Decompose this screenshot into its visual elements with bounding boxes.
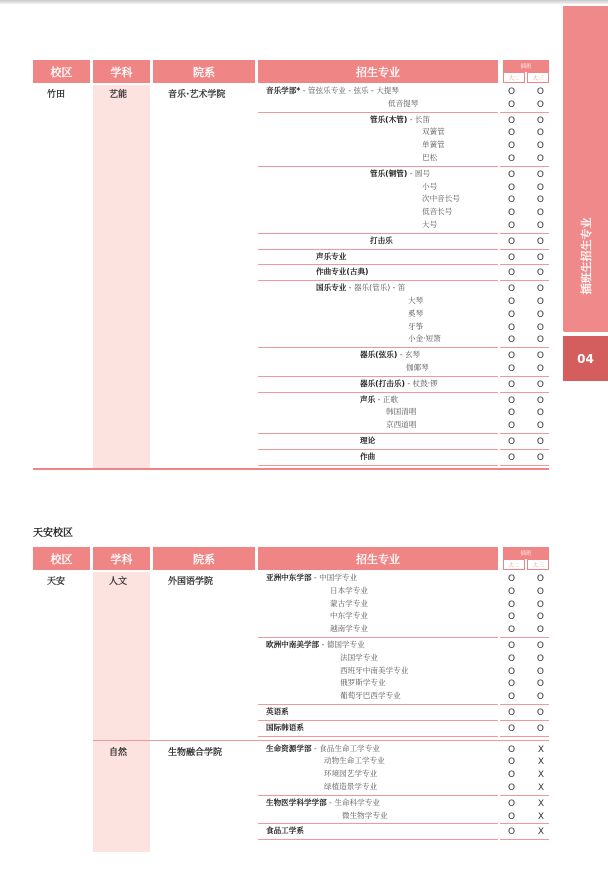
mark-year3: O bbox=[536, 141, 544, 152]
major-group bbox=[258, 394, 498, 434]
field-column-bg bbox=[93, 85, 150, 468]
mark-year3: O bbox=[536, 284, 544, 295]
mark-year3: O bbox=[536, 87, 544, 97]
major-group-head: 食品工学系 bbox=[266, 826, 304, 836]
major-sub-item: 双簧管 bbox=[422, 127, 445, 137]
mark-row bbox=[505, 573, 549, 586]
major-group-head: 欧洲中南美学部 - 德国学专业 bbox=[266, 640, 365, 649]
mark-year3: O bbox=[536, 574, 544, 584]
table-header bbox=[33, 547, 549, 570]
mark-rule bbox=[500, 112, 549, 113]
mark-year2: O bbox=[508, 599, 516, 610]
mark-row bbox=[505, 350, 549, 363]
mark-year3: O bbox=[536, 115, 544, 126]
mark-row bbox=[505, 207, 549, 220]
mark-year3: O bbox=[536, 679, 544, 690]
major-group-head: 器乐(打击乐) - 杖鼓·锣 bbox=[360, 378, 438, 388]
major-group bbox=[258, 722, 498, 737]
mark-rule bbox=[500, 823, 549, 824]
mark-year2: O bbox=[508, 195, 516, 206]
mark-year3: O bbox=[536, 641, 544, 651]
mark-row bbox=[505, 296, 549, 309]
field-column-bg bbox=[93, 572, 150, 852]
mark-row bbox=[505, 611, 549, 624]
major-group bbox=[258, 251, 498, 266]
mark-year3: O bbox=[536, 236, 544, 247]
mark-year2: O bbox=[508, 574, 516, 584]
mark-row bbox=[505, 252, 549, 265]
mark-row bbox=[505, 379, 549, 392]
mark-year2: O bbox=[508, 169, 516, 180]
mark-rule bbox=[500, 637, 549, 638]
section-title: 天安校区 bbox=[33, 528, 73, 539]
mark-year3: O bbox=[536, 395, 544, 406]
mark-rule bbox=[500, 392, 549, 393]
mark-year2: O bbox=[508, 679, 516, 690]
mark-row bbox=[505, 283, 549, 296]
mark-row bbox=[505, 769, 549, 782]
mark-year3: O bbox=[536, 612, 544, 623]
mark-year3: O bbox=[536, 208, 544, 219]
transfer-marks bbox=[505, 283, 549, 347]
mark-year2: O bbox=[508, 284, 516, 295]
campus-cell: 天安 bbox=[47, 577, 66, 587]
mark-year2: O bbox=[508, 757, 516, 768]
mark-year2: O bbox=[508, 296, 516, 307]
mark-year3: X bbox=[537, 757, 544, 768]
transfer-marks bbox=[505, 115, 549, 166]
mark-rule bbox=[500, 249, 549, 250]
major-sub-item: 日本学专业 bbox=[330, 585, 368, 595]
mark-year2: O bbox=[508, 141, 516, 152]
transfer-marks bbox=[505, 236, 549, 249]
mark-row bbox=[505, 756, 549, 769]
major-group bbox=[258, 266, 498, 281]
mark-year2: O bbox=[508, 782, 516, 793]
college-cell: 音乐·艺术学院 bbox=[168, 90, 226, 100]
mark-year2: O bbox=[508, 744, 516, 755]
mark-year2: O bbox=[508, 708, 516, 718]
mark-year2: O bbox=[508, 452, 516, 463]
major-sub-item: 伽倻琴 bbox=[406, 362, 429, 372]
mark-row bbox=[505, 194, 549, 207]
mark-year2: O bbox=[508, 798, 516, 809]
major-sub-item: 法国学专业 bbox=[340, 652, 378, 662]
mark-year3: O bbox=[536, 195, 544, 206]
college-cell-foreign-languages: 外国语学院 bbox=[168, 577, 214, 587]
mark-row bbox=[505, 782, 549, 795]
header-major: 招生专业 bbox=[258, 60, 498, 83]
mark-year2: O bbox=[508, 182, 516, 193]
header-major: 招生专业 bbox=[258, 547, 498, 570]
mark-year2: O bbox=[508, 612, 516, 623]
mark-year2: O bbox=[508, 363, 516, 374]
major-sub-item: 次中音长号 bbox=[422, 194, 460, 204]
mark-year3: O bbox=[536, 666, 544, 677]
transfer-marks bbox=[505, 350, 549, 376]
mark-row bbox=[505, 653, 549, 666]
major-sub-item: 绿植造景学专业 bbox=[324, 781, 378, 791]
major-group bbox=[258, 451, 498, 466]
mark-row bbox=[505, 334, 549, 347]
mark-row bbox=[505, 586, 549, 599]
mark-year3: X bbox=[537, 782, 544, 793]
major-group-head: 生物医学科学学部 - 生命科学专业 bbox=[266, 797, 380, 807]
mark-rule bbox=[500, 233, 549, 234]
transfer-marks bbox=[505, 452, 549, 465]
table-bottom-rule bbox=[33, 468, 549, 470]
mark-year3: O bbox=[536, 296, 544, 307]
mark-year3: O bbox=[536, 322, 544, 333]
transfer-marks bbox=[505, 267, 549, 280]
major-sub-item: 巴松 bbox=[422, 152, 438, 162]
header-transfer: 插班 bbox=[503, 60, 549, 72]
header-college: 院系 bbox=[153, 547, 255, 570]
mark-row bbox=[505, 678, 549, 691]
transfer-marks bbox=[505, 707, 549, 720]
mark-row bbox=[505, 182, 549, 195]
major-sub-item: 中东学专业 bbox=[330, 611, 368, 621]
mark-year2: O bbox=[508, 208, 516, 219]
mark-year3: O bbox=[536, 452, 544, 463]
mark-year3: O bbox=[536, 692, 544, 703]
header-campus: 校区 bbox=[33, 547, 90, 570]
mark-year2: O bbox=[508, 99, 516, 110]
mark-row bbox=[505, 395, 549, 408]
major-group bbox=[258, 85, 498, 113]
mark-rule bbox=[500, 449, 549, 450]
mark-year2: O bbox=[508, 153, 516, 164]
mark-rule bbox=[500, 376, 549, 377]
mark-year3: O bbox=[536, 408, 544, 419]
major-group bbox=[258, 435, 498, 450]
mark-year2: O bbox=[508, 379, 516, 390]
mark-year3: O bbox=[536, 653, 544, 664]
mark-year3: X bbox=[537, 798, 544, 809]
mark-row bbox=[505, 640, 549, 653]
mark-year2: O bbox=[508, 586, 516, 597]
mark-year2: O bbox=[508, 421, 516, 432]
mark-year3: O bbox=[536, 335, 544, 346]
major-group-head: 生命资源学部 - 食品生命工学专业 bbox=[266, 743, 380, 753]
mark-row bbox=[505, 86, 549, 99]
major-group bbox=[258, 378, 498, 393]
major-group-head: 声乐专业 bbox=[316, 251, 347, 261]
mark-row bbox=[505, 220, 549, 233]
mark-year2: O bbox=[508, 723, 516, 734]
major-sub-item: 俄罗斯学专业 bbox=[340, 678, 386, 688]
transfer-marks bbox=[505, 379, 549, 392]
header-field: 学科 bbox=[93, 547, 150, 570]
major-group-head: 英语系 bbox=[266, 707, 289, 716]
campus-cell: 竹田 bbox=[47, 90, 66, 100]
side-tab bbox=[563, 6, 608, 332]
mark-year2: O bbox=[508, 770, 516, 781]
major-group bbox=[258, 706, 498, 721]
major-group bbox=[258, 572, 498, 638]
mark-rule bbox=[500, 433, 549, 434]
major-sub-item: 蒙古学专业 bbox=[330, 598, 368, 608]
mark-rule bbox=[500, 166, 549, 167]
major-group bbox=[258, 825, 498, 840]
mark-row bbox=[505, 599, 549, 612]
transfer-marks bbox=[505, 723, 549, 736]
mark-row bbox=[505, 322, 549, 335]
major-sub-item: 大号 bbox=[422, 219, 438, 229]
mark-year2: O bbox=[508, 666, 516, 677]
major-group bbox=[258, 743, 498, 796]
mark-year2: O bbox=[508, 115, 516, 126]
table-cheonan bbox=[33, 547, 549, 857]
major-sub-item: 奚琴 bbox=[408, 308, 424, 318]
mark-row bbox=[505, 363, 549, 376]
row-separator bbox=[93, 740, 549, 741]
field-cell: 艺能 bbox=[109, 90, 128, 100]
major-group bbox=[258, 349, 498, 377]
major-group-head: 亚洲中东学部 - 中国学专业 bbox=[266, 573, 358, 582]
mark-year2: O bbox=[508, 309, 516, 320]
side-tab-title: 插班生招生专业 bbox=[579, 217, 593, 295]
header-year2: 大二 bbox=[503, 559, 525, 570]
mark-year3: O bbox=[536, 437, 544, 447]
major-group bbox=[258, 797, 498, 825]
major-sub-item: 京西道唱 bbox=[386, 420, 417, 430]
major-group-head: 国际韩语系 bbox=[266, 722, 304, 732]
mark-row bbox=[505, 624, 549, 637]
mark-year3: X bbox=[537, 827, 544, 838]
mark-year2: O bbox=[508, 128, 516, 139]
header-campus: 校区 bbox=[33, 60, 90, 83]
mark-year2: O bbox=[508, 236, 516, 247]
mark-year3: O bbox=[536, 421, 544, 432]
major-group-head: 声乐 - 正歌 bbox=[360, 394, 398, 404]
table-body bbox=[33, 85, 549, 468]
mark-year3: O bbox=[536, 625, 544, 636]
major-group bbox=[258, 282, 498, 348]
major-group-head: 国乐专业 - 器乐(管乐) - 笛 bbox=[316, 283, 406, 293]
mark-row bbox=[505, 169, 549, 182]
mark-rule bbox=[500, 795, 549, 796]
field-cell-humanities: 人文 bbox=[109, 577, 128, 587]
major-sub-item: 小号 bbox=[422, 181, 438, 191]
major-group-head: 打击乐 bbox=[370, 235, 393, 245]
mark-year2: O bbox=[508, 87, 516, 97]
mark-rule bbox=[500, 736, 549, 737]
transfer-marks bbox=[505, 395, 549, 433]
major-group-head: 管乐(木管) - 长笛 bbox=[370, 114, 431, 124]
mark-year2: O bbox=[508, 351, 516, 362]
mark-year2: O bbox=[508, 322, 516, 333]
transfer-marks bbox=[505, 826, 549, 839]
table-header bbox=[33, 60, 549, 83]
mark-row bbox=[505, 420, 549, 433]
transfer-marks bbox=[505, 573, 549, 637]
major-group-head: 器乐(弦乐) - 玄琴 bbox=[360, 350, 421, 360]
mark-year2: O bbox=[508, 811, 516, 822]
mark-rule bbox=[500, 704, 549, 705]
mark-rule bbox=[500, 264, 549, 265]
mark-year3: O bbox=[536, 379, 544, 390]
mark-row bbox=[505, 691, 549, 704]
mark-year2: O bbox=[508, 220, 516, 231]
mark-year2: O bbox=[508, 335, 516, 346]
mark-row bbox=[505, 723, 549, 736]
mark-year2: O bbox=[508, 437, 516, 447]
mark-year2: O bbox=[508, 692, 516, 703]
transfer-marks bbox=[505, 744, 549, 795]
mark-year3: O bbox=[536, 128, 544, 139]
transfer-marks bbox=[505, 86, 549, 112]
mark-row bbox=[505, 236, 549, 249]
mark-year3: O bbox=[536, 363, 544, 374]
mark-year3: X bbox=[537, 811, 544, 822]
mark-year3: O bbox=[536, 309, 544, 320]
mark-row bbox=[505, 115, 549, 128]
mark-year3: O bbox=[536, 182, 544, 193]
major-sub-item: 韩国清唱 bbox=[386, 407, 417, 417]
header-field: 学科 bbox=[93, 60, 150, 83]
top-rule bbox=[0, 0, 608, 4]
major-group-head: 作曲 bbox=[360, 451, 376, 461]
mark-year3: O bbox=[536, 599, 544, 610]
transfer-marks bbox=[505, 436, 549, 449]
mark-year2: O bbox=[508, 625, 516, 636]
mark-year3: O bbox=[536, 268, 544, 279]
mark-row bbox=[505, 153, 549, 166]
mark-year3: O bbox=[536, 586, 544, 597]
mark-row bbox=[505, 707, 549, 720]
mark-year3: X bbox=[537, 744, 544, 755]
major-group bbox=[258, 114, 498, 167]
major-sub-item: 动物生命工学专业 bbox=[324, 756, 385, 766]
mark-year2: O bbox=[508, 641, 516, 651]
page-number: 04 bbox=[563, 336, 608, 381]
mark-year3: O bbox=[536, 220, 544, 231]
header-year3: 大三 bbox=[527, 559, 549, 570]
major-group-head: 作曲专业(古典) bbox=[316, 267, 369, 277]
mark-year3: O bbox=[536, 723, 544, 734]
mark-row bbox=[505, 127, 549, 140]
mark-row bbox=[505, 407, 549, 420]
major-group bbox=[258, 235, 498, 250]
mark-row bbox=[505, 666, 549, 679]
transfer-marks bbox=[505, 252, 549, 265]
mark-row bbox=[505, 267, 549, 280]
mark-year3: O bbox=[536, 99, 544, 110]
table-body bbox=[33, 572, 549, 852]
major-group bbox=[258, 168, 498, 234]
major-sub-item: 越南学专业 bbox=[330, 624, 368, 634]
header-year3: 大三 bbox=[527, 72, 549, 83]
mark-year2: O bbox=[508, 268, 516, 279]
mark-rule bbox=[500, 347, 549, 348]
mark-year3: O bbox=[536, 153, 544, 164]
header-transfer: 插班 bbox=[503, 547, 549, 559]
mark-year2: O bbox=[508, 252, 516, 263]
mark-row bbox=[505, 99, 549, 112]
college-cell-bio-convergence: 生物融合学院 bbox=[168, 747, 223, 758]
major-sub-item: 牙筝 bbox=[408, 321, 424, 331]
mark-rule bbox=[500, 280, 549, 281]
mark-row bbox=[505, 452, 549, 465]
mark-row bbox=[505, 436, 549, 449]
transfer-marks bbox=[505, 640, 549, 704]
major-sub-item: 低音提琴 bbox=[388, 98, 419, 108]
major-group bbox=[258, 639, 498, 705]
major-sub-item: 环境园艺学专业 bbox=[324, 769, 378, 779]
major-group-head: 理论 bbox=[360, 436, 376, 445]
transfer-marks bbox=[505, 798, 549, 824]
mark-year2: O bbox=[508, 653, 516, 664]
mark-year3: O bbox=[536, 169, 544, 180]
mark-year3: O bbox=[536, 351, 544, 362]
table-jukjeon bbox=[33, 60, 549, 470]
major-sub-item: 微生物学专业 bbox=[342, 810, 388, 820]
major-group-head: 管乐(铜管) - 圆号 bbox=[370, 168, 431, 178]
mark-year3: O bbox=[536, 252, 544, 263]
major-sub-item: 小金·短箫 bbox=[408, 334, 441, 344]
header-year2: 大二 bbox=[503, 72, 525, 83]
major-sub-item: 大琴 bbox=[408, 295, 424, 305]
major-sub-item: 葡萄牙巴西学专业 bbox=[340, 691, 401, 701]
transfer-marks bbox=[505, 169, 549, 233]
mark-row bbox=[505, 826, 549, 839]
header-college: 院系 bbox=[153, 60, 255, 83]
field-cell-natural: 自然 bbox=[109, 747, 128, 758]
mark-year3: X bbox=[537, 770, 544, 781]
mark-rule bbox=[500, 839, 549, 840]
mark-row bbox=[505, 811, 549, 824]
mark-year2: O bbox=[508, 395, 516, 406]
mark-row bbox=[505, 309, 549, 322]
mark-rule bbox=[500, 465, 549, 466]
major-sub-item: 低音长号 bbox=[422, 207, 453, 217]
mark-row bbox=[505, 744, 549, 757]
mark-row bbox=[505, 140, 549, 153]
mark-row bbox=[505, 798, 549, 811]
mark-year3: O bbox=[536, 708, 544, 718]
mark-year2: O bbox=[508, 827, 516, 838]
major-sub-item: 单簧管 bbox=[422, 140, 445, 150]
mark-rule bbox=[500, 720, 549, 721]
mark-year2: O bbox=[508, 408, 516, 419]
major-sub-item: 西班牙中南美学专业 bbox=[340, 665, 409, 675]
major-group-head: 音乐学部* - 管弦乐专业 - 弦乐 - 大提琴 bbox=[266, 86, 399, 95]
